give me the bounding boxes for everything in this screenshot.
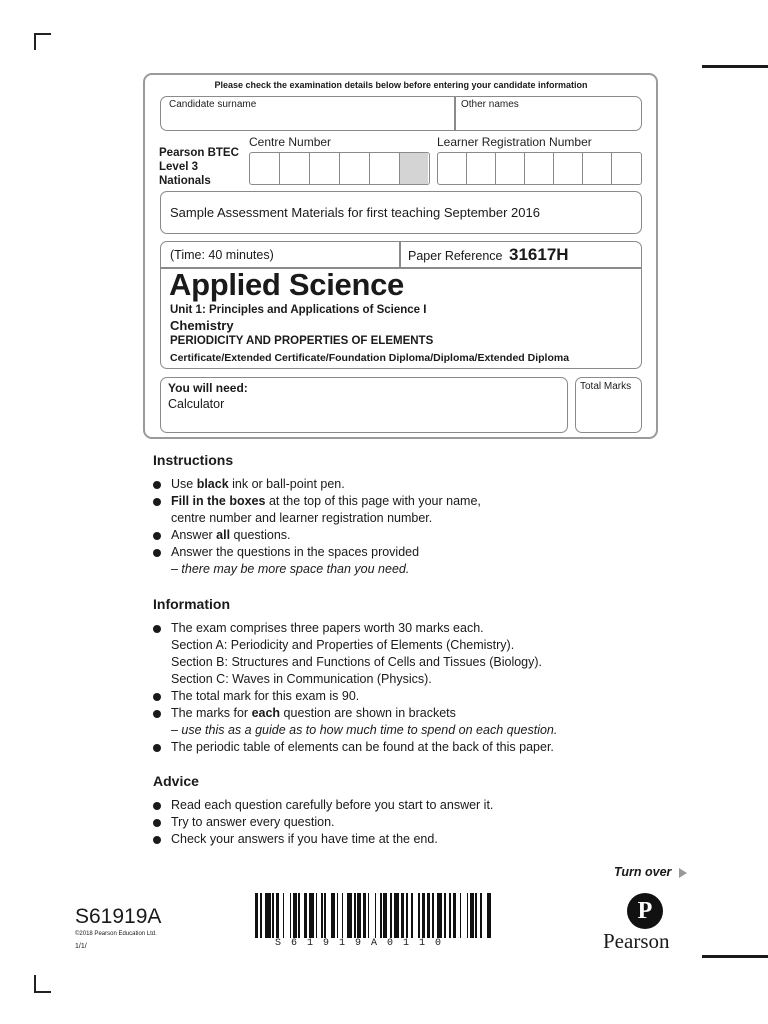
list-item: Answer the questions in the spaces provided – there may be more space than you need. [153, 544, 481, 578]
rule-bottom-right [702, 955, 768, 958]
list-item: The exam comprises three papers worth 30 marks each. Section A: Periodicity and Properties of Elements (Chemistry). Section B: Structures and Functions of Cells and Tissues (Biology). Section C: Waves in Communication (Physics). [153, 620, 557, 688]
you-will-need-label: You will need: [168, 381, 248, 395]
bullet-icon [153, 693, 161, 701]
turn-over [614, 865, 687, 879]
centre-digit-box[interactable] [280, 153, 310, 184]
centre-digit-box-shaded [400, 153, 428, 184]
pearson-brand: Pearson [603, 929, 670, 953]
list-item: Read each question carefully before you start to answer it. [153, 797, 493, 814]
information-heading: Information [153, 596, 230, 612]
bullet-icon [153, 549, 161, 557]
paper-reference-label: Paper Reference [408, 249, 503, 263]
total-marks-label: Total Marks [580, 381, 632, 392]
qualification-line-2: Level 3 [159, 161, 198, 173]
sample-assessment-text: Sample Assessment Materials for first teaching September 2016 [170, 205, 540, 220]
exam-unit: Unit 1: Principles and Applications of Science I [170, 304, 427, 316]
turn-over-label: Turn over [614, 865, 672, 879]
name-divider [454, 97, 456, 130]
centre-digit-box[interactable] [250, 153, 280, 184]
learner-registration-label: Learner Registration Number [437, 135, 592, 149]
advice-heading: Advice [153, 773, 199, 789]
learner-digit-box[interactable] [525, 153, 554, 184]
list-item: The marks for each question are shown in brackets – use this as a guide as to how much time to spend on each question. [153, 705, 557, 739]
exam-subject: Chemistry [170, 318, 234, 333]
time-vertical-divider [399, 242, 401, 267]
paper-reference [408, 245, 569, 265]
exam-certificates: Certificate/Extended Certificate/Foundation Diploma/Diploma/Extended Diploma [170, 352, 570, 364]
list-item: Use black ink or ball-point pen. [153, 476, 481, 493]
crop-mark-bottom-left-h [34, 991, 51, 993]
learner-digit-box[interactable] [612, 153, 640, 184]
instructions-heading: Instructions [153, 452, 234, 468]
bullet-icon [153, 481, 161, 489]
barcode-text: S 6 1 9 1 9 A 0 1 1 0 [275, 938, 444, 949]
learner-digit-box[interactable] [438, 153, 467, 184]
information-list [153, 620, 557, 756]
crop-mark-top-left [34, 33, 36, 50]
play-triangle-icon [679, 868, 687, 878]
crop-mark-bottom-left [34, 975, 36, 992]
pearson-logo-icon: P [627, 893, 663, 929]
barcode [255, 893, 493, 938]
centre-number-boxes[interactable] [249, 152, 430, 185]
you-will-need-value: Calculator [168, 397, 225, 411]
list-item: Fill in the boxes at the top of this page with your name, centre number and learner registration number. [153, 493, 481, 527]
instructions-list [153, 476, 481, 578]
bullet-icon [153, 625, 161, 633]
centre-number-label: Centre Number [249, 135, 332, 149]
bullet-icon [153, 498, 161, 506]
learner-digit-box[interactable] [496, 153, 525, 184]
copyright: ©2018 Pearson Education Ltd. [75, 931, 157, 937]
qualification-block [159, 146, 239, 188]
other-names-field[interactable]: Other names [461, 99, 519, 110]
paper-code: S61919A [75, 905, 162, 928]
qualification-line-3: Nationals [159, 175, 211, 187]
list-item: The periodic table of elements can be found at the back of this paper. [153, 739, 557, 756]
crop-mark-top-left-h [34, 33, 51, 35]
centre-digit-box[interactable] [370, 153, 400, 184]
learner-digit-box[interactable] [467, 153, 496, 184]
list-item: Check your answers if you have time at the end. [153, 831, 493, 848]
centre-digit-box[interactable] [340, 153, 370, 184]
learner-digit-box[interactable] [554, 153, 583, 184]
list-item: Answer all questions. [153, 527, 481, 544]
time-allowed: (Time: 40 minutes) [170, 248, 274, 262]
qualification-line-1: Pearson BTEC [159, 147, 239, 159]
check-message: Please check the examination details below before entering your candidate information [214, 80, 588, 90]
centre-digit-box[interactable] [310, 153, 340, 184]
bullet-icon [153, 836, 161, 844]
paper-reference-code: 31617H [509, 245, 569, 264]
bullet-icon [153, 802, 161, 810]
list-item: The total mark for this exam is 90. [153, 688, 557, 705]
learner-digit-box[interactable] [583, 153, 612, 184]
list-item: Try to answer every question. [153, 814, 493, 831]
bullet-icon [153, 532, 161, 540]
advice-list [153, 797, 493, 848]
exam-title: Applied Science [169, 267, 404, 302]
exam-topic: PERIODICITY AND PROPERTIES OF ELEMENTS [170, 335, 434, 347]
print-code: 1/1/ [75, 943, 87, 950]
candidate-surname-field[interactable]: Candidate surname [169, 99, 257, 110]
rule-top-right [702, 65, 768, 68]
bullet-icon [153, 710, 161, 718]
bullet-icon [153, 819, 161, 827]
bullet-icon [153, 744, 161, 752]
learner-registration-boxes[interactable] [437, 152, 642, 185]
